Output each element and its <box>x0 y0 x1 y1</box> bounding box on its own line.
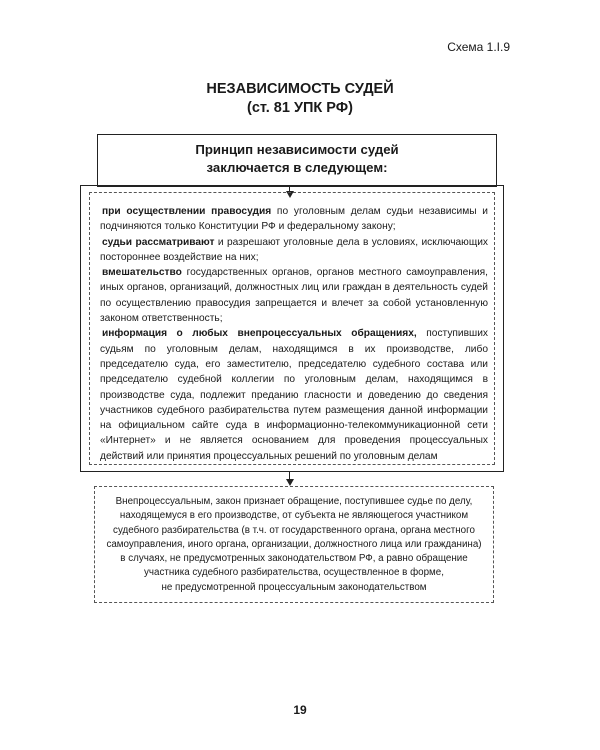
title-line-2: (ст. 81 УПК РФ) <box>247 100 353 116</box>
title-line-1: НЕЗАВИСИМОСТЬ СУДЕЙ <box>206 81 394 97</box>
detail-item: судьи рассматривают и разрешают уголовные дела в условиях, исключающих постороннее воздействие на них; <box>100 236 488 263</box>
principle-line-1: Принцип независимости судей <box>195 142 399 157</box>
detail-item: при осуществлении правосудия по уголовным делам судьи независимы и подчиняются только Конституции РФ и федеральному закону; <box>100 206 488 233</box>
page-title <box>0 80 600 118</box>
connector-arrow-2-icon <box>286 479 294 486</box>
detail-item: информация о любых внепроцессуальных обращениях, поступивших судьям по уголовным делам, находящимся в их производстве, либо председателю суда, его заместителю, председателю судебного состава или председателю судебной коллегии по уголовным делам, находящимся в производстве суда, подлежит преданию гласности и доведению до сведения участников судебного разбирательства путем размещения данной информации на официальном сайте суда в информационно-телекоммуникационной сети «Интернет» и не является основанием для проведения процессуальных действий или принятия процессуальных решений по уголовным делам <box>100 328 488 462</box>
definition-line: находящемуся в его производстве, от субъекта не являющегося участником <box>119 510 469 522</box>
principle-box <box>97 134 497 187</box>
definition-line: участника судебного разбирательства, осуществленное в форме, <box>144 567 444 579</box>
page-number: 19 <box>293 703 307 717</box>
principle-details-inner <box>89 192 495 465</box>
definition-line: не предусмотренной процессуальным законодательством <box>161 581 427 593</box>
definition-line: судебного разбирательства (в т.ч. от государственного органа, органа местного <box>113 524 475 536</box>
definition-line: самоуправления, иного органа, организации, должностного лица или гражданина) <box>106 538 482 550</box>
definition-box <box>94 486 494 603</box>
definition-line: Внепроцессуальным, закон признает обращение, поступившее судье по делу, <box>115 496 473 507</box>
principle-details-box <box>80 185 504 472</box>
scheme-label: Схема 1.I.9 <box>447 40 510 54</box>
principle-line-2: заключается в следующем: <box>206 160 388 175</box>
detail-item: вмешательство государственных органов, органов местного самоуправления, иных органов, организаций, должностных лиц или граждан в деятельность судей по осуществлению правосудия запрещается и влечет за собой установленную законом ответственность; <box>100 267 488 325</box>
definition-line: в случаях, не предусмотренных законодательством РФ, а равно обращение <box>120 553 468 565</box>
